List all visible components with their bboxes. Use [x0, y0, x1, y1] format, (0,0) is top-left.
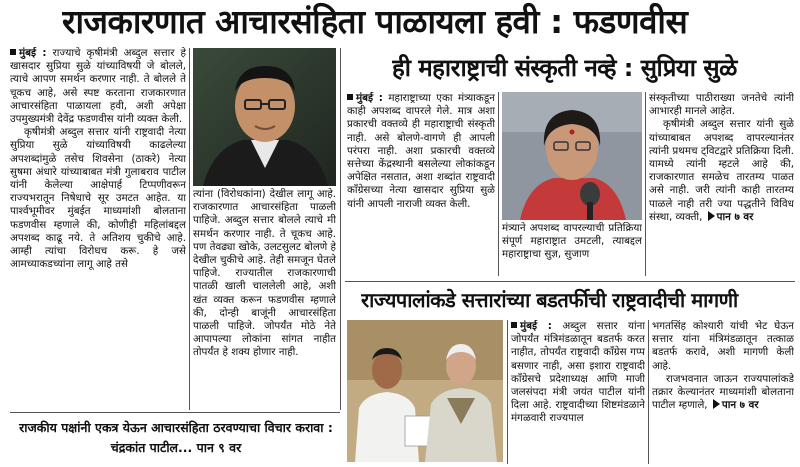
continuation-arrow-icon — [708, 211, 715, 221]
story2-dateline: मुंबई : — [356, 92, 383, 104]
story3-column-1 — [511, 320, 645, 464]
governor-meeting-photo — [347, 320, 503, 462]
main-col1-lead: राज्याचे कृषीमंत्री अब्दुल सत्तार हे खासदार सुप्रिया सुळे यांच्याविषयी जे बोलले, त्याचे आपण समर्थन करणार नाही. ते बोलले ते चूकच आहे, असे स्पष्ट करताना राजकारणात आचारसंहिता पाळायला हवी, अशी अपेक्षा उपमुख्यमंत्री देवेंद्र फडणवीस यांनी व्यक्त केली. — [10, 47, 186, 126]
main-story-column-1 — [10, 47, 186, 399]
story3-headline: राज्यपालांकडे सत्तारांच्या बडतर्फीची राष्ट्रवादीची मागणी — [361, 288, 738, 312]
story2-below-photo-text: मंत्र्याने अपशब्द वापरल्याची प्रतिक्रिया संपूर्ण महाराष्ट्रात उमटली, त्याबद्दल महाराष्ट्राचा सुज्ञ, सुजाण — [502, 222, 642, 261]
story3-col2-paragraph: राजभवनात जाऊन राज्यपालांकडे तक्रार केल्यानंतर माध्यमांशी बोलताना पाटील म्हणाले, पान ७ वर — [652, 372, 794, 412]
story3-col2-text: भगतसिंह कोश्यारी यांची भेट घेऊन सत्तार यांना मंत्रिमंडळातून तत्काळ बडतर्फ करावे, अशी मागणी केली आहे. — [652, 320, 794, 372]
main-col1-paragraph: कृषीमंत्री अब्दुल सत्तार यांनी राष्ट्रवादी नेत्या सुप्रिया सुळे यांच्याविषयी काढलेल्या अपशब्दांमुळे तसेच शिवसेना (ठाकरे) नेत्या सुषमा अंधारे यांच्याबाबत मंत्री गुलाबराव पाटील यांनी केलेल्या आक्षेपार्ह टिप्पणीवरून राज्यभरातून निषेधाचे सूर उमटत आहेत. या पार्श्वभूमीवर मुंबईत माध्यमांशी बोलताना फडणवीस म्हणाले की, कोणीही महिलांबद्दल अपशब्द काढू नये. ते अतिशय चुकीचे आहे. आम्ही त्यांचा विरोधच करू. हे जसे आमच्याकडच्यांना लागू आहे तसे — [10, 126, 186, 271]
story3-continued-link[interactable]: पान ७ वर — [711, 399, 759, 411]
story2-column-1 — [347, 92, 495, 275]
related-story-link[interactable]: राजकीय पक्षांनी एकत्र येऊन आचारसंहिता ठरवण्याचा विचार करावा : चंद्रकांत पाटील... पान ९ वर — [19, 420, 333, 455]
main-dateline: मुंबई : — [19, 47, 47, 59]
story2-below-photo — [502, 222, 642, 276]
story2-col1-text: महाराष्ट्राच्या एका मंत्र्याकडून काही अपशब्द वापरले गेले. मात्र अशा प्रकारची वक्तव्ये ही महाराष्ट्राची संस्कृती नाही. असे बोलणे-वागणे ही आपली परंपरा नाही. अशा प्रकारची वक्तव्ये सत्तेच्या केंद्रस्थानी बसलेल्या लोकांकडून अपेक्षित नसतात, अशा शब्दांत राष्ट्रवादी काँग्रेसच्या नेत्या खासदार सुप्रिया सुळे यांनी आपली नाराजी व्यक्त केली. — [347, 92, 495, 210]
continuation-arrow-icon — [713, 399, 720, 409]
square-bullet-icon — [10, 49, 16, 55]
story3-dateline: मुंबई : — [520, 320, 552, 332]
square-bullet-icon — [347, 94, 353, 100]
story2-col3-paragraph: कृषीमंत्री अब्दुल सत्तार यांनी सुळे यांच्याबाबत अपशब्द वापरल्यानंतर त्यांनी प्रथमच ट्विटद्वारे प्रतिक्रिया दिली. यामध्ये त्यांनी म्हटले आहे की, राजकारणात समळेच तारतम्य पाळत असे नाही. जरी त्यांनी काही तारतम्य पाळले नाही तरी ज्या पद्धतीने विविध संस्था, व्यक्ती, पान ७ वर — [649, 118, 794, 223]
supriya-sule-photo — [502, 92, 642, 220]
square-bullet-icon — [511, 322, 517, 328]
story3-col1-text: अब्दुल सत्तार यांना जोपर्यंत मंत्रिमंडळातून बडतर्फ करत नाहीत, तोपर्यंत राष्ट्रवादी काँग्रेस गप्प बसणार नाही, असा इशारा राष्ट्रवादी काँग्रेसचे प्रदेशाध्यक्ष आणि माजी जलसंपदा मंत्री जयंत पाटील यांनी दिला आहे. राष्ट्रवादीच्या शिष्टमंडळाने मंगळवारी राज्यपाल — [511, 320, 645, 425]
story3-column-2 — [652, 320, 794, 464]
main-headline: राजकारणात आचारसंहिता पाळायला हवी : फडणवीस — [62, 2, 688, 41]
main-story-column-2 — [193, 188, 336, 410]
story2-column-3 — [649, 92, 794, 276]
fadnavis-photo — [193, 48, 336, 186]
story2-col3-text: संस्कृतीच्या पाठीराख्या जनतेचे त्यांनी आभारही मानले आहेत. — [649, 92, 794, 118]
story2-continued-link[interactable]: पान ७ वर — [706, 211, 754, 223]
main-col2-paragraph: त्यांना (विरोधकांना) देखील लागू आहे. राजकारणात आचारसंहिता पाळली पाहिजे. अब्दुल सत्तार बोलले त्याचे मी समर्थन करणार नाही. ते चूकच आहे. पण तेवढ्या खोके, उलटसुलट बोलणे हे देखील चुकीचे आहे. तेही समजून घेतले पाहिजे. राज्यातील राजकारणाची पातळी खाली चाललेली आहे, अशी खंत व्यक्त करून फडणवीस म्हणाले की, दोन्ही बाजूंनी आचारसंहिता पाळली पाहिजे. जोपर्यंत मोठे नेते आपापल्या लोकांना सांगत नाहीत तोपर्यंत हे शक्य होणार नाही. — [193, 188, 336, 359]
story2-headline: ही महाराष्ट्राची संस्कृती नव्हे : सुप्रिया सुळे — [392, 54, 737, 82]
